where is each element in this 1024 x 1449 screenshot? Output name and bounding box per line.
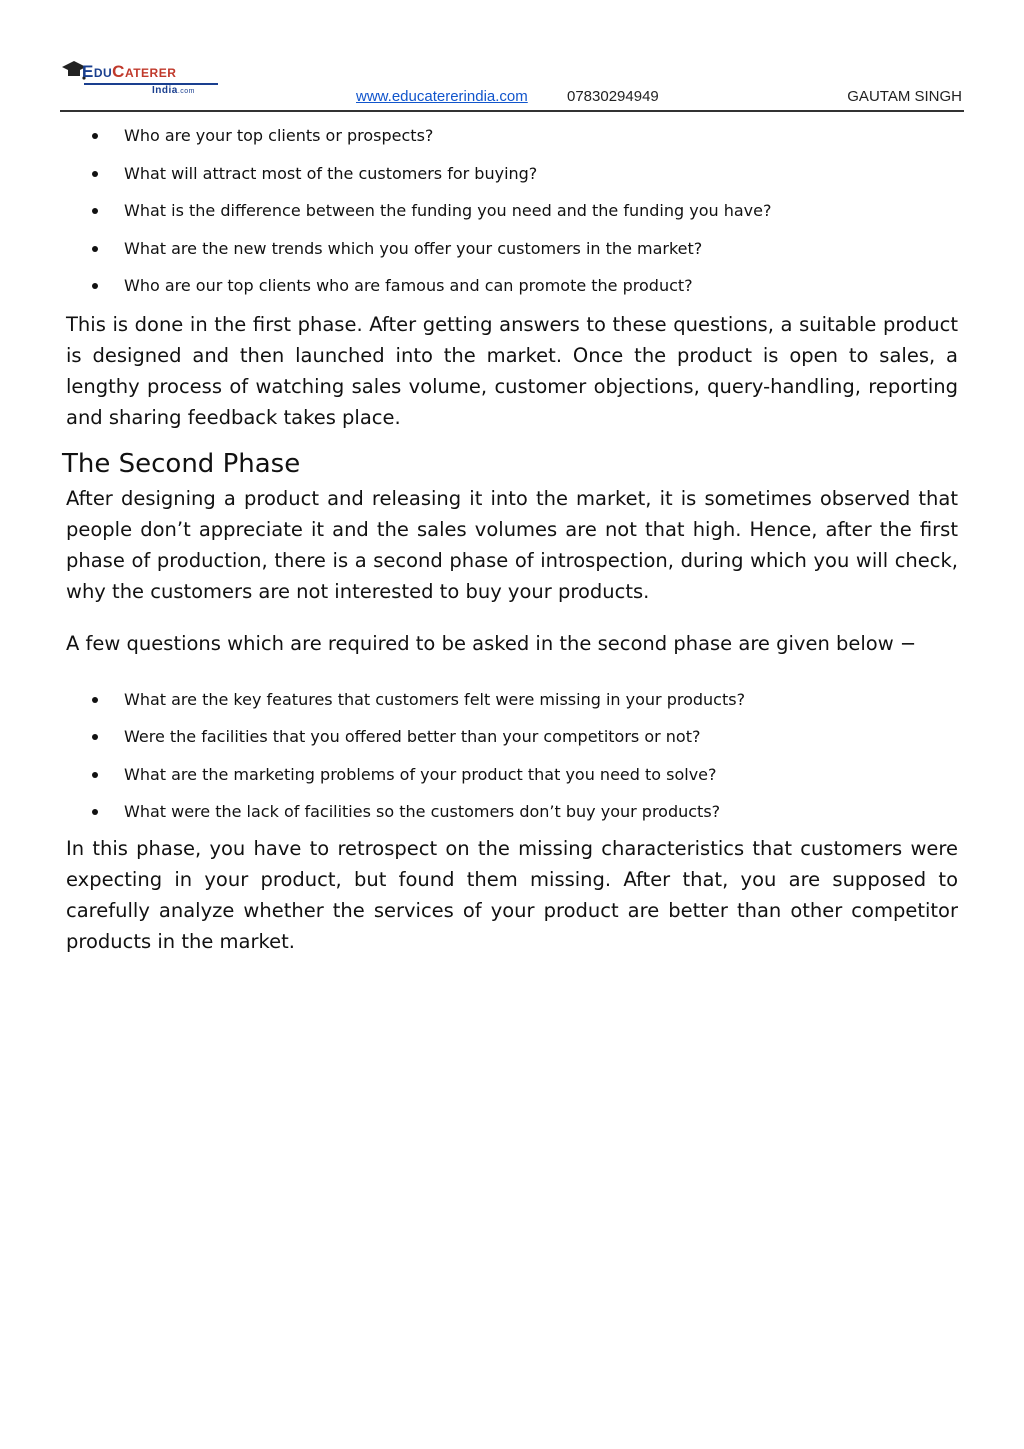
list-item: What will attract most of the customers for buying? (66, 155, 958, 193)
page-header (60, 58, 964, 114)
bullet-icon (92, 283, 98, 289)
logo-underline (84, 83, 218, 85)
bullet-icon (92, 772, 98, 778)
bullet-icon (92, 133, 98, 139)
list-item: What were the lack of facilities so the customers don’t buy your products? (66, 793, 958, 831)
bullet-icon (92, 246, 98, 252)
first-phase-paragraph: This is done in the first phase. After getting answers to these questions, a suitable product is designed and then launched into the market. Once the product is open to sales, a lengthy process of watching sales volume, customer objections, query-handling, reporting and sharing feedback takes place. (66, 312, 958, 429)
educaterer-logo (60, 58, 230, 106)
list-item: What is the difference between the funding you need and the funding you have? (66, 192, 958, 230)
website-link[interactable]: www.educatererindia.com (356, 88, 528, 105)
list-item: What are the marketing problems of your product that you need to solve? (66, 756, 958, 794)
first-phase-questions (66, 117, 958, 305)
bullet-icon (92, 171, 98, 177)
list-item: What are the new trends which you offer your customers in the market? (66, 230, 958, 268)
bullet-icon (92, 809, 98, 815)
bullet-icon (92, 208, 98, 214)
list-item: What are the key features that customers felt were missing in your products? (66, 681, 958, 719)
list-item: Who are our top clients who are famous and can promote the product? (66, 267, 958, 305)
second-phase-paragraph-3: In this phase, you have to retrospect on the missing characteristics that customers were expecting in your product, but found them missing. After that, you are supposed to carefully analyze whether the services of your product are better than other competitor products in the market. (66, 836, 958, 953)
second-phase-heading: The Second Phase (62, 448, 301, 479)
bullet-icon (92, 734, 98, 740)
second-phase-questions (66, 681, 958, 831)
second-phase-paragraph-2: A few questions which are required to be asked in the second phase are given below − (66, 631, 917, 655)
second-phase-paragraph-1: After designing a product and releasing it into the market, it is sometimes observed that people don’t appreciate it and the sales volumes are not that high. Hence, after the first phase of production, there is a second phase of introspection, during which you will check, why the customers are not interested to buy your products. (66, 486, 958, 603)
list-item: Who are your top clients or prospects? (66, 117, 958, 155)
logo-wordmark: EduCaterer (82, 62, 177, 81)
bullet-icon (92, 697, 98, 703)
logo-subtext: India.com (152, 85, 196, 96)
document-body (62, 120, 958, 957)
phone-number: 07830294949 (567, 88, 659, 105)
list-item: Were the facilities that you offered better than your competitors or not? (66, 718, 958, 756)
header-divider (60, 110, 964, 112)
author-name: GAUTAM SINGH (847, 88, 962, 105)
